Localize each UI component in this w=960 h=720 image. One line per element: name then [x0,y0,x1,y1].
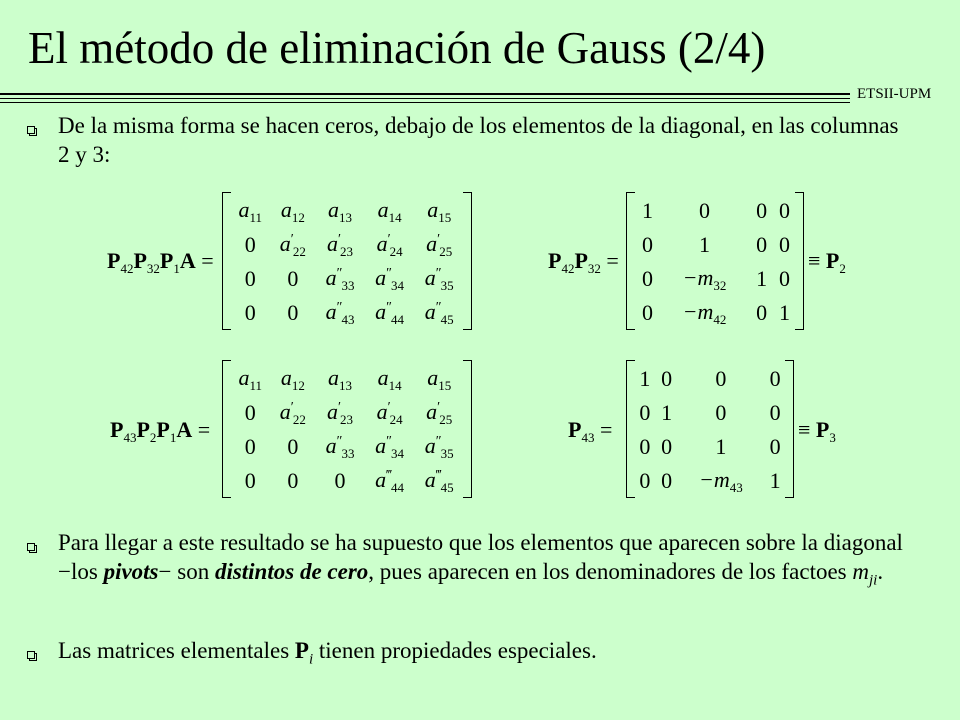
bullet-icon [27,651,37,661]
bullet-text-1: De la misma forma se hacen ceros, debajo de los elementos de la diagonal, en las columnas 2 y 3: [58,113,899,167]
matrix-4: 1 0 0 0 0 1 0 0 0 0 1 0 0 0 $-m_{43}$ 1 [626,360,794,498]
equation-lhs-1: $P_{42}P_{32}P_1A$ = [107,248,214,276]
page-title: El método de eliminación de Gauss (2/4) [28,23,766,73]
equation-lhs-4: $P_{43}$ = [568,417,613,445]
bullet-text-2: Para llegar a este resultado se ha supuesto que los elementos que aparecen sobre la diagonal −los pivots− son distintos de cero, pues aparecen en los denominadores de los factoes $m_{ji}$. [58,530,903,589]
equation-lhs-2: $P_{42}P_{32}$ = [548,248,619,276]
bullet-icon [27,543,37,553]
title-rule [0,93,850,95]
title-rule [0,102,850,103]
title-rule [0,98,850,99]
equation-rhs-2: ≡ $P_2$ [808,248,846,276]
equation-lhs-3: $P_{43}P_2P_1A$ = [110,417,211,445]
matrix-3: $a_{11}$ $a_{12}$ $a_{13}$ $a_{14}$ $a_{15}$ 0 $a'_{22}$ $a'_{23}$ $a'_{24}$ $a'_{25}$ 0 0 $a''_{33}$ $a''_{34}$ $a''_{35}$ 0 0 0 $a^‴_{44}$ $a^‴_{45}$ [222,360,472,498]
matrix-2: 1 0 0 0 0 1 0 0 0 $-m_{32}$ 1 0 0 $-m_{42}$ 0 1 [626,192,804,330]
bullet-text-3: Las matrices elementales $P_i$ tienen propiedades especiales. [58,638,597,668]
bullet-icon [27,126,37,136]
equation-rhs-4: ≡ $P_3$ [798,417,836,445]
brand-label: ETSII-UPM [857,86,932,102]
matrix-1: $a_{11}$ $a_{12}$ $a_{13}$ $a_{14}$ $a_{15}$ 0 $a'_{22}$ $a'_{23}$ $a'_{24}$ $a'_{25}$ 0 0 $a''_{33}$ $a''_{34}$ $a''_{35}$ 0 0 $a''_{43}$ $a''_{44}$ $a''_{45}$ [222,192,472,330]
